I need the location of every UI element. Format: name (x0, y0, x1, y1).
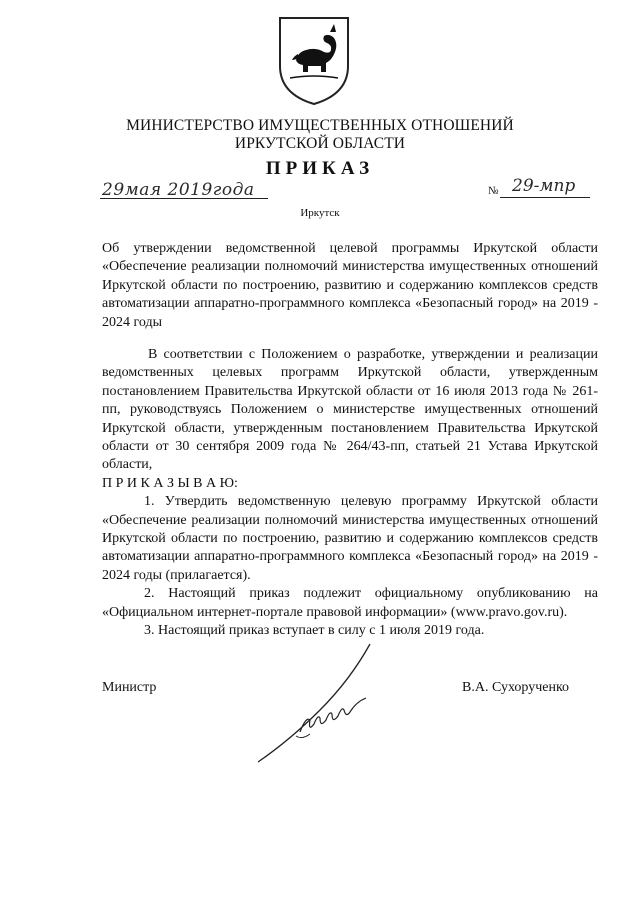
number-underline (500, 197, 590, 198)
order-item: 1. Утвердить ведомственную целевую программу Иркутской области «Обеспечение реализации полномочий министерства имущественных отношений Иркутской области по построению, развитию и содержанию комплексов средств автоматизации аппаратно-программного комплекса «Безопасный город» на 2019 - 2024 годы (прилагается). (102, 494, 598, 583)
date-underline (100, 198, 268, 199)
order-body (102, 346, 598, 641)
order-number: 29-мпр (512, 176, 576, 196)
ministry-name-line1: МИНИСТЕРСТВО ИМУЩЕСТВЕННЫХ ОТНОШЕНИЙ (126, 117, 514, 134)
ministry-name-line2: ИРКУТСКОЙ ОБЛАСТИ (234, 135, 406, 152)
order-date: 29мая 2019года (102, 180, 255, 200)
order-number-label: № (488, 185, 499, 197)
irkutsk-coat-of-arms-icon (274, 14, 354, 108)
preamble-paragraph: В соответствии с Положением о разработке, утверждении и реализации ведомственных целевых программ Иркутской области, утвержденным постановлением Правительства Иркутской области от 16 июля 2013 года № 261-пп, руководствуясь Положением о министерстве имущественных отношений Иркутской области, утвержденным постановлением Правительства Иркутской области от 30 сентября 2009 года № 264/43-пп, статьей 21 Устава Иркутской области, (102, 347, 598, 473)
signatory-name: В.А. Сухорученко (462, 680, 570, 695)
subject-text: Об утверждении ведомственной целевой программы Иркутской области «Обеспечение реализации полномочий министерства имущественных отношений Иркутской области по построению, развитию и содержанию комплексов средств автоматизации аппаратно-программного комплекса «Безопасный город» на 2019 - 2024 годы (102, 241, 598, 330)
order-item: 2. Настоящий приказ подлежит официальному опубликованию на «Официальном интернет-портале правовой информации» (www.pravo.gov.ru). (102, 586, 598, 620)
order-subject (102, 240, 598, 332)
order-word: П Р И К А З Ы В А Ю: (102, 475, 238, 491)
document-title: ПРИКАЗ (265, 158, 375, 179)
signatory-title: Министр (102, 680, 157, 695)
city-name: Иркутск (300, 207, 340, 219)
order-item: 3. Настоящий приказ вступает в силу с 1 июля 2019 года. (144, 623, 485, 639)
handwritten-signature-icon (250, 640, 380, 765)
